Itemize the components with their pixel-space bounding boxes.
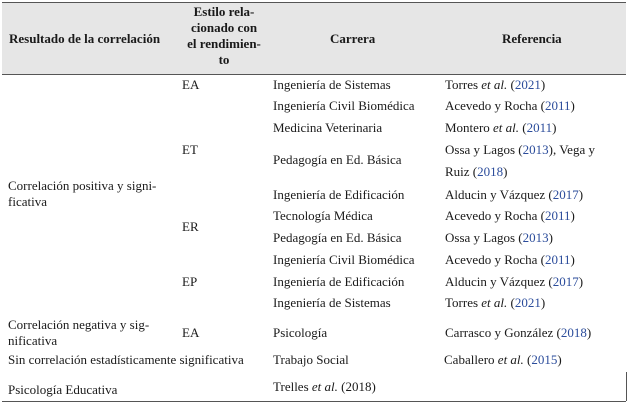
header-rule [2, 74, 626, 75]
reference-text: Acevedo y Rocha ( [445, 98, 545, 113]
group-negative-line2: nificativa [8, 333, 58, 348]
header-style-1: Estilo rela- [193, 4, 255, 19]
career-cell: Psicología [273, 325, 328, 340]
reference-cell [445, 187, 583, 203]
reference-year-link[interactable]: 2015 [531, 352, 558, 367]
reference-year-link[interactable]: 2018 [560, 325, 587, 340]
reference-year-link[interactable]: 2011 [545, 208, 571, 223]
group-psych: Psicología Educativa [8, 382, 118, 397]
career-cell: Ingeniería de Sistemas [273, 77, 391, 92]
reference-year-link[interactable]: 2021 [514, 77, 541, 92]
reference-text: Montero [445, 120, 494, 135]
header-style-3: el rendimien- [187, 36, 261, 51]
reference-cell [445, 208, 575, 224]
reference-text: ) [552, 120, 557, 135]
reference-year-link[interactable]: 2017 [552, 274, 579, 289]
career-cell: Tecnología Médica [273, 208, 373, 223]
reference-text: ) [586, 325, 592, 340]
bottom-rule [2, 401, 626, 402]
group-positive-line2: ficativa [8, 194, 47, 209]
style-ep: EP [182, 274, 198, 289]
reference-text: ) [570, 98, 575, 113]
header-style-2: cionado con [190, 20, 258, 35]
reference-text: ) [548, 230, 553, 245]
style-et: ET [182, 142, 198, 157]
header-style-4: to [218, 52, 230, 67]
reference-text: et al. [497, 352, 524, 367]
career-cell: Pedagogía en Ed. Básica [273, 152, 402, 167]
career-cell: Ingeniería de Edificación [273, 274, 405, 289]
right-border [626, 372, 627, 401]
group-positive-line1: Correlación positiva y signi- [8, 178, 157, 193]
reference-text: Ossa y Lagos ( [445, 142, 523, 157]
reference-year-link[interactable]: 2021 [514, 295, 541, 310]
reference-text: Torres [445, 77, 482, 92]
reference-year-link[interactable]: 2011 [545, 252, 571, 267]
reference-cell [445, 230, 553, 246]
reference-text: Ruiz ( [445, 164, 478, 179]
reference-text: ( [507, 77, 515, 92]
top-rule [2, 2, 626, 3]
group-negative-line1: Correlación negativa y sig- [8, 317, 150, 332]
reference-text: Ossa y Lagos ( [445, 230, 523, 245]
reference-text: ) [578, 274, 584, 289]
reference-cell [445, 295, 545, 311]
career-cell: Ingeniería Civil Biomédica [273, 98, 415, 113]
reference-text: Torres [445, 295, 482, 310]
reference-year-link[interactable]: 2013 [522, 230, 549, 245]
reference-text: ) [578, 187, 584, 202]
reference-cell [445, 252, 575, 268]
header-result: Resultado de la correlación [9, 31, 161, 46]
reference-cell [444, 352, 562, 368]
reference-text: ) [503, 164, 508, 179]
style-ea-negative: EA [182, 325, 200, 340]
reference-cell [445, 98, 575, 114]
header-reference: Referencia [502, 31, 562, 46]
reference-text: et al. [481, 77, 508, 92]
reference-year-link[interactable]: 2013 [522, 142, 549, 157]
reference-cell [445, 120, 557, 136]
reference-text: ) [557, 352, 562, 367]
career-cell: Pedagogía en Ed. Básica [273, 230, 402, 245]
reference-text: ) [570, 252, 575, 267]
style-ea: EA [182, 77, 200, 92]
reference-year-link[interactable]: 2011 [545, 98, 571, 113]
reference-text: ) [540, 77, 546, 92]
reference-year-link[interactable]: 2018 [477, 164, 504, 179]
reference-psych: Trelles et al. (2018) [273, 379, 376, 394]
reference-year-link[interactable]: 2017 [552, 187, 579, 202]
career-cell: Ingeniería de Edificación [273, 187, 405, 202]
reference-text: et al. [481, 295, 508, 310]
reference-text: ), Vega y [548, 142, 595, 157]
reference-cell [445, 142, 595, 158]
career-cell: Trabajo Social [273, 352, 349, 367]
career-cell: Ingeniería de Sistemas [273, 295, 391, 310]
reference-text: et al. [493, 120, 520, 135]
header-career: Carrera [330, 31, 376, 46]
reference-text: Acevedo y Rocha ( [445, 252, 545, 267]
reference-text: ) [540, 295, 546, 310]
reference-text: Caballero [444, 352, 498, 367]
career-cell: Medicina Veterinaria [273, 120, 383, 135]
reference-cell [445, 325, 591, 341]
career-cell: Ingeniería Civil Biomédica [273, 252, 415, 267]
group-none: Sin correlación estadísticamente significativa [8, 352, 244, 367]
reference-text: Acevedo y Rocha ( [445, 208, 545, 223]
reference-text: ( [523, 352, 532, 367]
reference-text: Carrasco y González ( [445, 325, 561, 340]
reference-year-link[interactable]: 2011 [526, 120, 553, 135]
reference-text: ) [570, 208, 575, 223]
reference-text: Alducin y Vázquez ( [445, 187, 553, 202]
reference-text: Alducin y Vázquez ( [445, 274, 553, 289]
reference-cell [445, 164, 507, 180]
reference-cell [445, 274, 583, 290]
reference-text: ( [507, 295, 515, 310]
reference-text: ( [519, 120, 527, 135]
style-er: ER [182, 219, 199, 234]
reference-cell [445, 77, 545, 93]
